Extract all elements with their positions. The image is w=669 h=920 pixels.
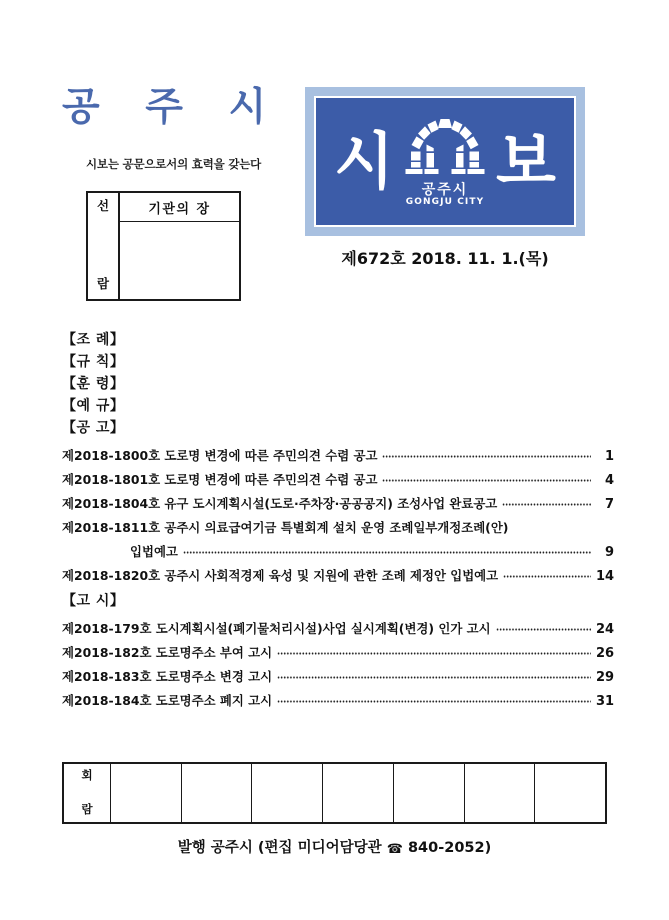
toc-entry[interactable] xyxy=(62,514,614,538)
toc-page-number: 24 xyxy=(596,622,615,637)
approval-signature-column xyxy=(120,193,239,299)
toc-leader-dots xyxy=(277,697,591,706)
toc-leader-dots xyxy=(382,452,591,461)
gazette-emblem xyxy=(305,87,585,236)
circulation-cell[interactable] xyxy=(252,764,323,822)
toc-entry-title: 제2018-182호 도로명주소 부여 고시 xyxy=(62,645,273,660)
toc-entry[interactable] xyxy=(62,615,614,639)
masthead xyxy=(0,78,669,328)
toc-page-number: 1 xyxy=(604,449,614,464)
imprint xyxy=(0,836,669,857)
circulation-cell[interactable] xyxy=(323,764,394,822)
approval-stamp-box xyxy=(86,191,241,301)
toc-entry-title: 제2018-1800호 도로명 변경에 따른 주민의견 수렴 공고 xyxy=(62,448,378,463)
toc-entry-title: 제2018-179호 도시계획시설(폐기물처리시설)사업 실시계획(변경) 인가 고시 xyxy=(62,621,491,636)
emblem-city-name-en: GONGJU CITY xyxy=(405,197,485,208)
section-heading: 【공 고】 xyxy=(62,420,125,436)
toc-page-number: 14 xyxy=(596,569,615,584)
toc-page-number: 29 xyxy=(596,670,615,685)
toc-entry-title: 입법예고 xyxy=(130,544,178,559)
approval-label-column xyxy=(88,193,120,299)
toc-page-number: 26 xyxy=(596,646,615,661)
toc-entry-title: 제2018-1804호 유구 도시계획시설(도로·주차장·공공공지) 조성사업 완료공고 xyxy=(62,496,498,511)
toc-entry[interactable] xyxy=(62,639,614,663)
tagline: 시보는 공문으로서의 효력을 갖는다 xyxy=(86,157,262,171)
approval-signature-area xyxy=(120,222,239,299)
toc-entry-title: 제2018-183호 도로명주소 변경 고시 xyxy=(62,669,273,684)
emblem-char-bo: 보 xyxy=(496,124,556,198)
toc-leader-dots xyxy=(277,673,591,682)
page-title: 공 주 시 xyxy=(62,85,283,130)
circulation-table xyxy=(62,762,607,824)
imprint-publisher: 발행 공주시 (편집 미디어담당관 xyxy=(177,840,382,856)
toc-page-number: 9 xyxy=(604,545,614,560)
toc-page-number: 7 xyxy=(604,497,614,512)
section-heading: 【예 규】 xyxy=(62,398,125,414)
toc-entry[interactable] xyxy=(62,562,614,586)
toc-page-number: 31 xyxy=(596,694,615,709)
circulation-label-top: 회 xyxy=(81,768,93,782)
approval-label-bottom: 람 xyxy=(96,275,110,291)
toc-leader-dots xyxy=(382,476,591,485)
toc-entry[interactable] xyxy=(62,687,614,711)
toc-entry[interactable] xyxy=(130,538,614,562)
table-of-contents xyxy=(0,332,669,711)
section-heading: 【고 시】 xyxy=(62,593,125,609)
circulation-label-bottom: 람 xyxy=(81,801,93,816)
section-heading: 【훈 령】 xyxy=(62,376,125,392)
issue-number-and-date: 제672호 2018. 11. 1.(목) xyxy=(341,249,549,268)
approval-header: 기관의 장 xyxy=(120,193,239,222)
telephone-icon: ☎ xyxy=(386,842,403,857)
city-gate-arch-icon xyxy=(400,115,490,208)
circulation-cell[interactable] xyxy=(535,764,605,822)
toc-entry-title: 제2018-1801호 도로명 변경에 따른 주민의견 수렴 공고 xyxy=(62,472,378,487)
toc-entry-title: 제2018-184호 도로명주소 폐지 고시 xyxy=(62,693,273,708)
circulation-cell[interactable] xyxy=(394,764,465,822)
toc-entry[interactable] xyxy=(62,442,614,466)
circulation-cell[interactable] xyxy=(182,764,253,822)
section-heading: 【규 칙】 xyxy=(62,354,125,370)
section-heading: 【조 례】 xyxy=(62,332,125,348)
toc-entry[interactable] xyxy=(62,466,614,490)
toc-entry[interactable] xyxy=(62,663,614,687)
circulation-cell[interactable] xyxy=(465,764,536,822)
toc-page-number: 4 xyxy=(604,473,614,488)
emblem-city-name-ko: 공주시 xyxy=(421,182,469,198)
toc-entry-title: 제2018-1820호 공주시 사회적경제 육성 및 지원에 관한 조례 제정안 입법예고 xyxy=(62,568,499,583)
circulation-cell[interactable] xyxy=(111,764,182,822)
toc-leader-dots xyxy=(277,649,591,658)
imprint-phone: 840-2052) xyxy=(407,840,492,856)
emblem-panel xyxy=(314,96,576,227)
emblem-char-si: 시 xyxy=(334,124,394,198)
toc-leader-dots xyxy=(503,572,591,581)
toc-leader-dots xyxy=(496,625,591,634)
approval-label-top: 선 xyxy=(96,198,110,213)
toc-leader-dots xyxy=(502,500,591,509)
toc-entry[interactable] xyxy=(62,490,614,514)
toc-leader-dots xyxy=(183,548,591,557)
circulation-label-cell xyxy=(64,764,111,822)
toc-entry-title: 제2018-1811호 공주시 의료급여기금 특별회계 설치 운영 조례일부개정조례(안) xyxy=(62,520,509,535)
